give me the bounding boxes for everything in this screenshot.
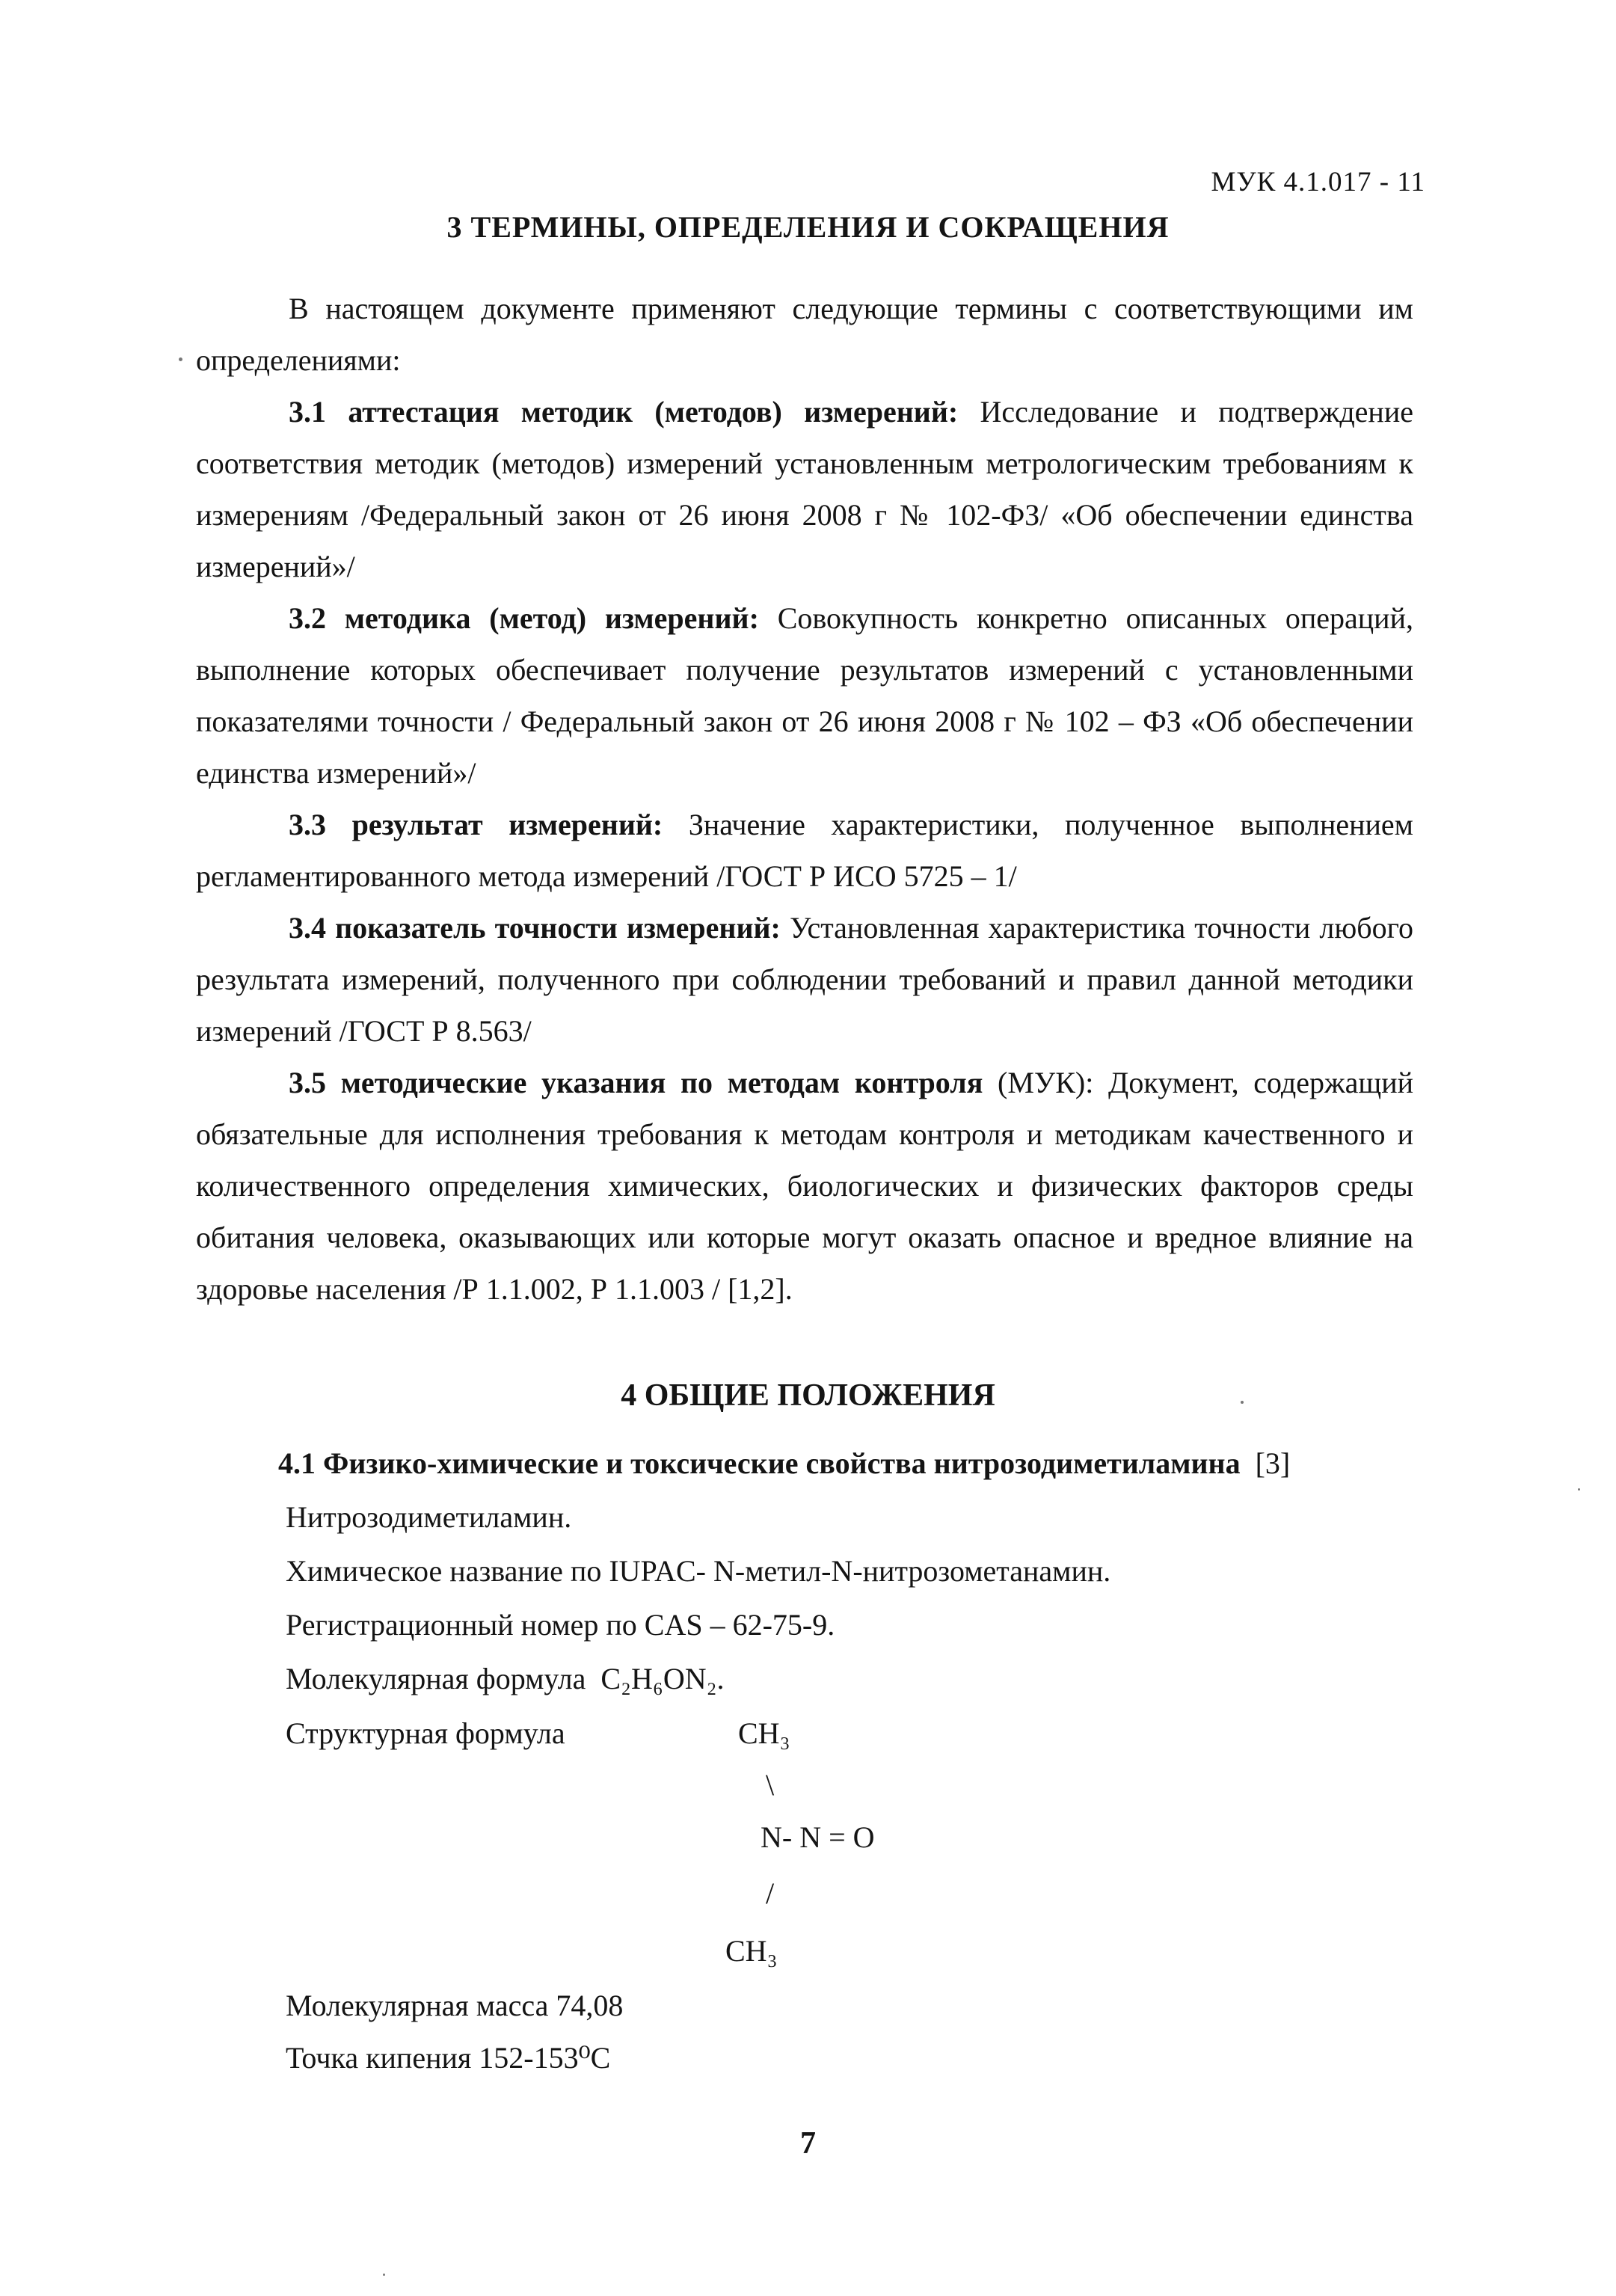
scan-speck [1578,1488,1580,1491]
structure-bond-bottom: / [766,1876,775,1910]
term-name: аттестация методик (методов) измерений: [348,395,959,429]
iupac-name: Химическое название по IUPAC- N-метил-N-нитрозометанамин. [286,1554,1111,1588]
term-definition: Значение характеристики, полученное выполнением регламентированного метода измерений /ГОСТ Р ИСО 5725 – 1/ [196,808,1413,893]
subsection-title: 4.1 Физико-химические и токсические свойства нитрозодиметиламина [278,1446,1241,1480]
structure-bond-top: \ [766,1768,775,1802]
term-3-1 [196,386,1413,592]
structure-top-methyl: CH₃ [738,1716,790,1750]
boiling-point: Точка кипения 152-153⁰С [286,2041,611,2075]
term-number: 3.4 [289,911,326,945]
term-3-2 [196,592,1413,799]
molecular-formula-label: Молекулярная формула [286,1662,586,1695]
term-abbreviation: (МУК): [998,1066,1094,1099]
section-3-intro: В настоящем документе применяют следующие термины с соответствующими им определениями: [196,292,1413,377]
term-name: результат измерений: [351,808,663,841]
subsection-reference: [3] [1255,1446,1291,1480]
scan-speck [179,357,182,361]
molecular-mass: Молекулярная масса 74,08 [286,1989,624,2022]
term-number: 3.2 [289,601,326,635]
cas-number: Регистрационный номер по CAS – 62-75-9. [286,1608,835,1642]
term-name: методика (метод) измерений: [344,601,759,635]
section-3-title: 3 ТЕРМИНЫ, ОПРЕДЕЛЕНИЯ И СОКРАЩЕНИЯ [446,210,1170,244]
term-3-5 [196,1057,1413,1315]
term-3-4 [196,902,1413,1057]
structural-formula-label: Структурная формула [286,1716,565,1750]
molecular-formula-value: C₂H₆ON₂. [600,1662,725,1695]
molecular-formula [286,1661,725,1696]
section-3-body [196,283,1413,1315]
page-number: 7 [800,2126,816,2161]
term-definition: Исследование и подтверждение соответствия методик (методов) измерений установленным метрологическим требованиям к измерениям /Федеральный закон от 26 июня 2008 г № 102-ФЗ/ «Об обеспечении единства измерений»/ [196,395,1414,583]
structure-bottom-methyl: CH₃ [725,1934,778,1968]
term-name: методические указания по методам контроля [340,1066,983,1099]
term-number: 3.1 [289,395,326,429]
scan-speck [1241,1401,1244,1404]
subsection-4-1-heading [278,1446,1290,1481]
term-definition: Установленная характеристика точности любого результата измерений, полученного при соблюдении требований и правил данной методики измерений /ГОСТ Р 8.563/ [196,911,1413,1048]
section-4-title: 4 ОБЩИЕ ПОЛОЖЕНИЯ [621,1378,995,1413]
term-number: 3.5 [289,1066,326,1099]
substance-name: Нитрозодиметиламин. [286,1500,572,1534]
structure-nitroso-group: N- N = O [761,1820,875,1854]
document-code: МУК 4.1.017 - 11 [1211,167,1425,197]
scan-speck [383,2274,385,2276]
term-number: 3.3 [289,808,326,841]
term-name: показатель точности измерений: [335,911,781,945]
term-3-3 [196,799,1413,902]
term-definition: Документ, содержащий обязательные для исполнения требования к методам контроля и методикам качественного и количественного определения химических, биологических и физических факторов среды обитания человека, оказывающих или которые могут оказать опасное и вредное влияние на здоровье населения /Р 1.1.002, Р 1.1.003 / [1,2]. [196,1066,1414,1306]
term-definition: Совокупность конкретно описанных операций, выполнение которых обеспечивает получение результатов измерений с установленными показателями точности / Федеральный закон от 26 июня 2008 г № 102 – ФЗ «Об обеспечении единства измерений»/ [196,601,1413,790]
